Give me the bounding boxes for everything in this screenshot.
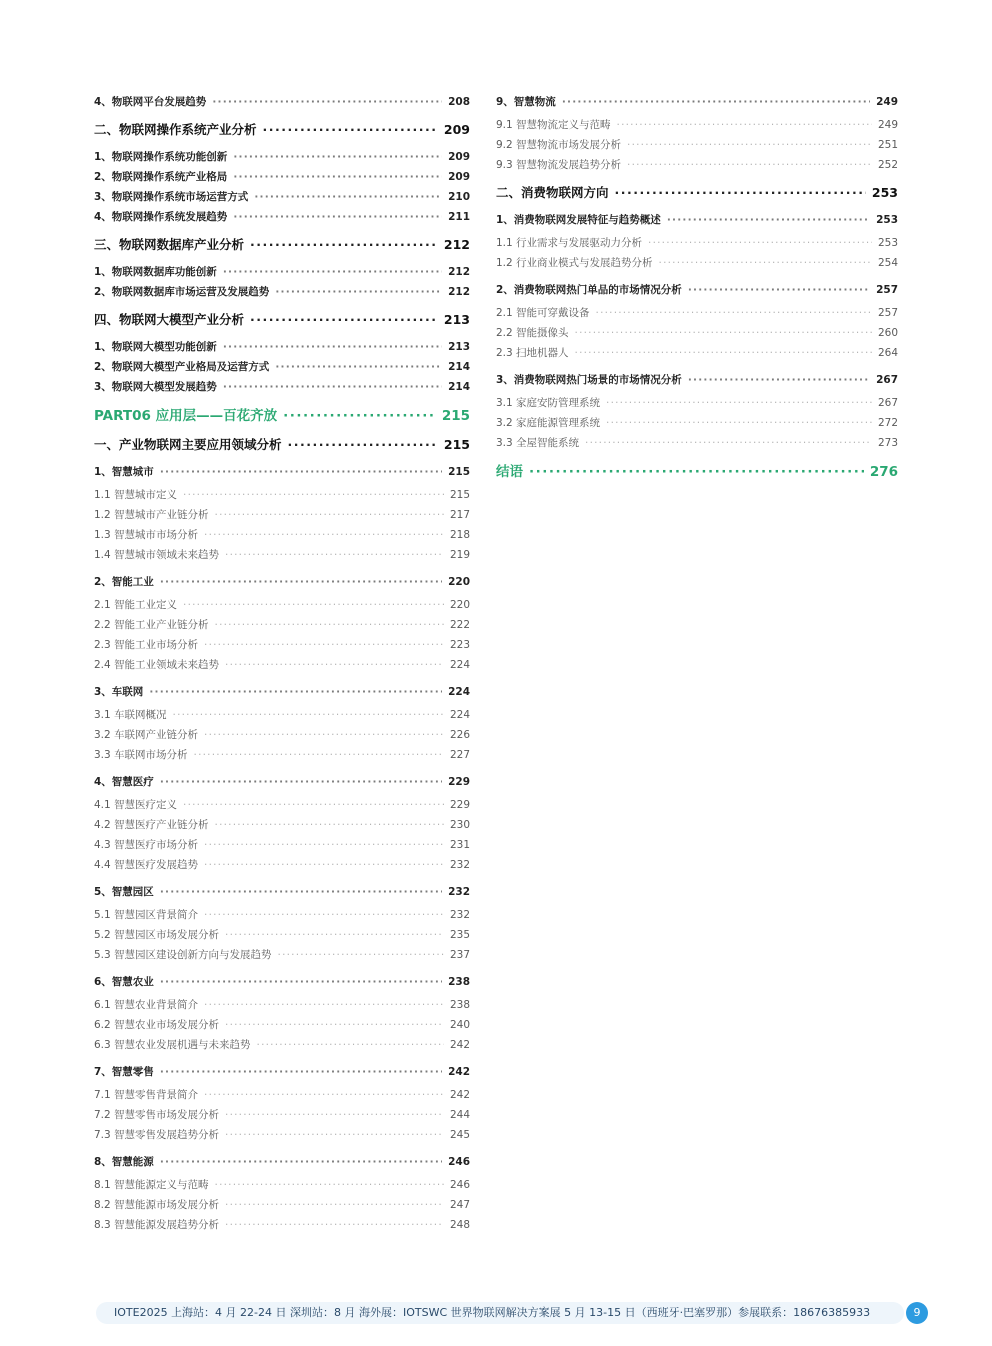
toc-page-number: 212	[448, 266, 470, 278]
toc-entry-sub[interactable]	[94, 905, 470, 925]
toc-page-number: 224	[449, 709, 470, 721]
toc-entry-sub[interactable]	[496, 343, 898, 363]
toc-entry-title: 2、物联网数据库市场运营及发展趋势	[94, 286, 270, 298]
toc-entry-title: 7.2 智慧零售市场发展分析	[94, 1109, 220, 1121]
toc-entry-sub[interactable]	[496, 253, 898, 273]
toc-entry-title: 3、消费物联网热门场景的市场情况分析	[496, 374, 682, 386]
toc-page-number: 249	[877, 119, 898, 131]
toc-page-number: 267	[876, 374, 898, 386]
toc-dot-leader	[204, 905, 444, 925]
toc-page-number: 231	[449, 839, 470, 851]
toc-entry-item[interactable]	[94, 462, 470, 482]
toc-entry-sub[interactable]	[94, 545, 470, 565]
toc-dot-leader	[204, 1085, 444, 1105]
toc-entry-sub[interactable]	[94, 1035, 470, 1055]
toc-entry-title: 1、物联网操作系统功能创新	[94, 151, 228, 163]
toc-dot-leader	[562, 92, 870, 112]
toc-entry-sub[interactable]	[496, 393, 898, 413]
toc-entry-title: 4、物联网操作系统发展趋势	[94, 211, 228, 223]
toc-entry-title: 4.1 智慧医疗定义	[94, 799, 178, 811]
toc-entry-sub[interactable]	[94, 1015, 470, 1035]
toc-entry-title: 1、消费物联网发展特征与趋势概述	[496, 214, 661, 226]
toc-dot-leader	[149, 682, 442, 702]
toc-page-number: 227	[449, 749, 470, 761]
toc-page-number: 232	[449, 859, 470, 871]
toc-dot-leader	[160, 1152, 442, 1172]
toc-page-number: 247	[449, 1199, 470, 1211]
toc-page-number: 209	[448, 151, 470, 163]
toc-entry-item[interactable]	[496, 210, 898, 230]
toc-page-number: 226	[449, 729, 470, 741]
toc-dot-leader	[575, 323, 872, 343]
toc-entry-title: 一、产业物联网主要应用领域分析	[94, 437, 282, 452]
toc-dot-leader	[617, 115, 872, 135]
toc-entry-title: 1、物联网大模型功能创新	[94, 341, 217, 353]
toc-entry-sub[interactable]	[496, 115, 898, 135]
toc-dot-leader	[250, 235, 438, 255]
toc-entry-sub[interactable]	[94, 835, 470, 855]
toc-entry-section[interactable]	[94, 435, 470, 455]
toc-dot-leader	[648, 233, 872, 253]
toc-entry-title: 5.3 智慧园区建设创新方向与发展趋势	[94, 949, 272, 961]
toc-dot-leader	[173, 705, 444, 725]
toc-entry-sub[interactable]	[496, 233, 898, 253]
toc-entry-sub[interactable]	[496, 323, 898, 343]
toc-dot-leader	[183, 795, 444, 815]
toc-page-number: 257	[877, 307, 898, 319]
toc-dot-leader	[204, 725, 444, 745]
toc-entry-sub[interactable]	[94, 615, 470, 635]
toc-page-number: 215	[449, 489, 470, 501]
toc-dot-leader	[204, 995, 444, 1015]
toc-page-number: 229	[449, 799, 470, 811]
toc-page-number: 223	[449, 639, 470, 651]
toc-entry-sub[interactable]	[94, 1215, 470, 1235]
toc-entry-title: 3.3 全屋智能系统	[496, 437, 580, 449]
toc-page-number: 208	[448, 96, 470, 108]
toc-entry-sub[interactable]	[496, 155, 898, 175]
toc-dot-leader	[288, 435, 438, 455]
toc-entry-title: 结语	[496, 464, 523, 480]
toc-dot-leader	[225, 545, 444, 565]
toc-dot-leader	[606, 393, 872, 413]
toc-entry-sub[interactable]	[94, 925, 470, 945]
toc-entry-section[interactable]	[496, 183, 898, 203]
toc-entry-section[interactable]	[94, 120, 470, 140]
toc-entry-item[interactable]	[94, 262, 470, 282]
toc-entry-part[interactable]	[94, 405, 470, 427]
toc-entry-item[interactable]	[94, 147, 470, 167]
toc-entry-item[interactable]	[94, 207, 470, 227]
toc-page-number: 209	[448, 171, 470, 183]
toc-page-number: 264	[877, 347, 898, 359]
toc-dot-leader	[160, 772, 442, 792]
toc-entry-title: 1.2 智慧城市产业链分析	[94, 509, 209, 521]
toc-entry-title: 2.2 智能工业产业链分析	[94, 619, 209, 631]
toc-dot-leader	[596, 303, 872, 323]
toc-page-number: 257	[876, 284, 898, 296]
toc-dot-leader	[225, 1015, 444, 1035]
toc-entry-sub[interactable]	[94, 505, 470, 525]
toc-entry-title: 6、智慧农业	[94, 976, 154, 988]
toc-entry-title: 3、物联网操作系统市场运营方式	[94, 191, 249, 203]
toc-page-number: 251	[877, 139, 898, 151]
toc-dot-leader	[225, 1195, 444, 1215]
toc-dot-leader	[667, 210, 870, 230]
toc-dot-leader	[223, 262, 442, 282]
toc-entry-title: 3.3 车联网市场分析	[94, 749, 188, 761]
toc-dot-leader	[204, 525, 444, 545]
toc-entry-item[interactable]	[496, 280, 898, 300]
toc-entry-title: 8、智慧能源	[94, 1156, 154, 1168]
toc-entry-sub[interactable]	[94, 945, 470, 965]
toc-entry-title: PART06 应用层——百花齐放	[94, 408, 278, 424]
toc-page-number: 276	[869, 464, 898, 480]
toc-left-column	[94, 92, 470, 1235]
toc-dot-leader	[575, 343, 872, 363]
toc-page-number: 273	[877, 437, 898, 449]
toc-entry-title: 3.1 家庭安防管理系统	[496, 397, 601, 409]
toc-entry-item[interactable]	[94, 282, 470, 302]
toc-entry-title: 6.1 智慧农业背景简介	[94, 999, 199, 1011]
toc-entry-item[interactable]	[94, 572, 470, 592]
toc-dot-leader	[183, 595, 444, 615]
toc-dot-leader	[215, 815, 444, 835]
toc-dot-leader	[215, 505, 444, 525]
toc-dot-leader	[225, 1105, 444, 1125]
toc-entry-title: 3.1 车联网概况	[94, 709, 167, 721]
toc-entry-item[interactable]	[94, 772, 470, 792]
toc-page-number: 222	[449, 619, 470, 631]
toc-dot-leader	[585, 433, 872, 453]
toc-dot-leader	[263, 120, 438, 140]
toc-dot-leader	[223, 337, 442, 357]
toc-entry-item[interactable]	[94, 1152, 470, 1172]
toc-entry-title: 三、物联网数据库产业分析	[94, 237, 245, 252]
toc-entry-item[interactable]	[496, 92, 898, 112]
toc-page-number: 246	[448, 1156, 470, 1168]
toc-entry-sub[interactable]	[94, 705, 470, 725]
toc-entry-title: 2、物联网操作系统产业格局	[94, 171, 228, 183]
toc-entry-title: 1.4 智慧城市领域未来趋势	[94, 549, 220, 561]
toc-entry-sub[interactable]	[94, 655, 470, 675]
toc-page-number: 238	[448, 976, 470, 988]
toc-entry-item[interactable]	[94, 92, 470, 112]
toc-dot-leader	[160, 1062, 442, 1082]
toc-page-number: 240	[449, 1019, 470, 1031]
toc-dot-leader	[529, 461, 864, 483]
toc-entry-sub[interactable]	[94, 1175, 470, 1195]
toc-entry-title: 2、智能工业	[94, 576, 154, 588]
toc-page-number: 246	[449, 1179, 470, 1191]
toc-entry-title: 7.3 智慧零售发展趋势分析	[94, 1129, 220, 1141]
toc-entry-title: 4.2 智慧医疗产业链分析	[94, 819, 209, 831]
toc-entry-title: 6.2 智慧农业市场发展分析	[94, 1019, 220, 1031]
toc-dot-leader	[283, 405, 436, 427]
toc-entry-title: 2.2 智能摄像头	[496, 327, 569, 339]
toc-entry-title: 1.1 行业需求与发展驱动力分析	[496, 237, 643, 249]
toc-entry-title: 6.3 智慧农业发展机遇与未来趋势	[94, 1039, 251, 1051]
toc-entry-item[interactable]	[94, 357, 470, 377]
page-number-badge: 9	[906, 1302, 928, 1324]
toc-entry-section[interactable]	[94, 310, 470, 330]
toc-dot-leader	[659, 253, 872, 273]
toc-entry-title: 9.1 智慧物流定义与范畴	[496, 119, 611, 131]
toc-entry-title: 4.4 智慧医疗发展趋势	[94, 859, 199, 871]
toc-page-number: 267	[877, 397, 898, 409]
toc-entry-title: 8.2 智慧能源市场发展分析	[94, 1199, 220, 1211]
toc-page-number: 214	[448, 361, 470, 373]
toc-page-number: 215	[443, 437, 470, 452]
toc-page-number: 232	[448, 886, 470, 898]
toc-dot-leader	[183, 485, 444, 505]
toc-dot-leader	[688, 370, 870, 390]
toc-entry-sub[interactable]	[496, 303, 898, 323]
toc-dot-leader	[233, 207, 442, 227]
toc-page-number: 272	[877, 417, 898, 429]
toc-entry-title: 7、智慧零售	[94, 1066, 154, 1078]
toc-dot-leader	[627, 155, 872, 175]
toc-entry-title: 2.1 智能工业定义	[94, 599, 178, 611]
toc-entry-title: 5、智慧园区	[94, 886, 154, 898]
toc-page-number: 224	[449, 659, 470, 671]
toc-page-number: 215	[448, 466, 470, 478]
toc-entry-title: 3.2 车联网产业链分析	[94, 729, 199, 741]
toc-entry-title: 9.2 智慧物流市场发展分析	[496, 139, 622, 151]
toc-entry-sub[interactable]	[94, 795, 470, 815]
toc-entry-title: 8.3 智慧能源发展趋势分析	[94, 1219, 220, 1231]
toc-entry-title: 7.1 智慧零售背景简介	[94, 1089, 199, 1101]
toc-entry-title: 3、车联网	[94, 686, 144, 698]
toc-entry-sub[interactable]	[94, 525, 470, 545]
toc-page-number: 248	[449, 1219, 470, 1231]
toc-entry-sub[interactable]	[94, 1105, 470, 1125]
toc-dot-leader	[615, 183, 866, 203]
toc-entry-sub[interactable]	[94, 1125, 470, 1145]
toc-page-number: 224	[448, 686, 470, 698]
toc-entry-title: 四、物联网大模型产业分析	[94, 312, 245, 327]
toc-entry-sub[interactable]	[94, 635, 470, 655]
toc-dot-leader	[160, 462, 442, 482]
toc-page-number: 214	[448, 381, 470, 393]
toc-page-number: 252	[877, 159, 898, 171]
toc-dot-leader	[204, 835, 444, 855]
toc-dot-leader	[215, 1175, 444, 1195]
toc-page-number: 229	[448, 776, 470, 788]
toc-entry-title: 1、物联网数据库功能创新	[94, 266, 217, 278]
toc-dot-leader	[233, 147, 442, 167]
toc-dot-leader	[225, 925, 444, 945]
toc-page-number: 253	[876, 214, 898, 226]
toc-entry-sub[interactable]	[496, 413, 898, 433]
toc-entry-title: 8.1 智慧能源定义与范畴	[94, 1179, 209, 1191]
toc-page-number: 212	[448, 286, 470, 298]
toc-dot-leader	[225, 1215, 444, 1235]
toc-entry-title: 二、消费物联网方向	[496, 185, 609, 200]
toc-dot-leader	[215, 615, 444, 635]
toc-entry-title: 4.3 智慧医疗市场分析	[94, 839, 199, 851]
toc-page-number: 238	[449, 999, 470, 1011]
toc-page-number: 249	[876, 96, 898, 108]
toc-entry-title: 1.2 行业商业模式与发展趋势分析	[496, 257, 653, 269]
toc-entry-title: 5.2 智慧园区市场发展分析	[94, 929, 220, 941]
toc-page-number: 230	[449, 819, 470, 831]
toc-entry-title: 2、物联网大模型产业格局及运营方式	[94, 361, 270, 373]
toc-dot-leader	[688, 280, 870, 300]
toc-entry-item[interactable]	[94, 337, 470, 357]
toc-entry-title: 二、物联网操作系统产业分析	[94, 122, 257, 137]
toc-entry-item[interactable]	[94, 187, 470, 207]
toc-entry-sub[interactable]	[496, 433, 898, 453]
toc-page-number: 232	[449, 909, 470, 921]
toc-dot-leader	[225, 655, 444, 675]
toc-entry-title: 9、智慧物流	[496, 96, 556, 108]
toc-page-number: 215	[441, 408, 470, 424]
toc-page-number: 220	[448, 576, 470, 588]
footer-text: IOTE2025 上海站：4 月 22-24 日 深圳站：8 月 海外展：IOTSWC 世界物联网解决方案展 5 月 13-15 日（西班牙·巴塞罗那）参展联系：18676385933	[114, 1306, 871, 1319]
toc-page-number: 242	[449, 1089, 470, 1101]
toc-entry-sub[interactable]	[94, 1085, 470, 1105]
toc-entry-sub[interactable]	[94, 595, 470, 615]
toc-page-number: 217	[449, 509, 470, 521]
toc-entry-item[interactable]	[94, 972, 470, 992]
toc-dot-leader	[254, 187, 442, 207]
toc-dot-leader	[223, 377, 442, 397]
toc-page-number: 210	[448, 191, 470, 203]
toc-dot-leader	[160, 572, 442, 592]
toc-dot-leader	[194, 745, 444, 765]
toc-entry-section[interactable]	[94, 235, 470, 255]
toc-page-number: 260	[877, 327, 898, 339]
toc-entry-title: 2、消费物联网热门单品的市场情况分析	[496, 284, 682, 296]
toc-entry-sub[interactable]	[94, 725, 470, 745]
toc-entry-item[interactable]	[496, 370, 898, 390]
toc-page-number: 220	[449, 599, 470, 611]
toc-entry-title: 1.3 智慧城市市场分析	[94, 529, 199, 541]
toc-entry-sub[interactable]	[94, 995, 470, 1015]
toc-entry-title: 4、智慧医疗	[94, 776, 154, 788]
toc-entry-title: 1、智慧城市	[94, 466, 154, 478]
toc-entry-item[interactable]	[94, 167, 470, 187]
toc-entry-part[interactable]	[496, 461, 898, 483]
toc-entry-sub[interactable]	[94, 855, 470, 875]
toc-dot-leader	[233, 167, 442, 187]
toc-page-number: 218	[449, 529, 470, 541]
toc-page-number: 242	[448, 1066, 470, 1078]
toc-entry-title: 2.3 扫地机器人	[496, 347, 569, 359]
toc-entry-sub[interactable]	[94, 485, 470, 505]
toc-dot-leader	[160, 972, 442, 992]
toc-entry-title: 4、物联网平台发展趋势	[94, 96, 207, 108]
toc-entry-sub[interactable]	[496, 135, 898, 155]
toc-entry-title: 3.2 家庭能源管理系统	[496, 417, 601, 429]
toc-entry-sub[interactable]	[94, 815, 470, 835]
toc-entry-title: 9.3 智慧物流发展趋势分析	[496, 159, 622, 171]
toc-page-number: 253	[871, 185, 898, 200]
toc-page-number: 244	[449, 1109, 470, 1121]
toc-dot-leader	[204, 635, 444, 655]
toc-entry-title: 2.3 智能工业市场分析	[94, 639, 199, 651]
toc-page-number: 245	[449, 1129, 470, 1141]
toc-entry-title: 1.1 智慧城市定义	[94, 489, 178, 501]
toc-entry-item[interactable]	[94, 1062, 470, 1082]
toc-entry-item[interactable]	[94, 882, 470, 902]
toc-dot-leader	[204, 855, 444, 875]
toc-entry-sub[interactable]	[94, 745, 470, 765]
toc-dot-leader	[278, 945, 444, 965]
toc-entry-title: 2.1 智能可穿戴设备	[496, 307, 590, 319]
toc-dot-leader	[257, 1035, 444, 1055]
toc-page-number: 209	[443, 122, 470, 137]
toc-right-column	[496, 92, 898, 483]
toc-dot-leader	[160, 882, 442, 902]
toc-dot-leader	[627, 135, 872, 155]
toc-page-number: 211	[448, 211, 470, 223]
toc-dot-leader	[275, 357, 442, 377]
toc-page-number: 254	[877, 257, 898, 269]
toc-page-number: 242	[449, 1039, 470, 1051]
toc-page-number: 213	[443, 312, 470, 327]
toc-dot-leader	[606, 413, 872, 433]
toc-page-number: 235	[449, 929, 470, 941]
toc-entry-item[interactable]	[94, 682, 470, 702]
toc-page-number: 219	[449, 549, 470, 561]
toc-page-number: 253	[877, 237, 898, 249]
toc-entry-item[interactable]	[94, 377, 470, 397]
toc-page-number: 237	[449, 949, 470, 961]
toc-page-number: 212	[443, 237, 470, 252]
toc-dot-leader	[225, 1125, 444, 1145]
toc-dot-leader	[212, 92, 442, 112]
toc-dot-leader	[250, 310, 438, 330]
toc-entry-title: 2.4 智能工业领域未来趋势	[94, 659, 220, 671]
toc-entry-sub[interactable]	[94, 1195, 470, 1215]
toc-page-number: 213	[448, 341, 470, 353]
toc-entry-title: 5.1 智慧园区背景简介	[94, 909, 199, 921]
toc-entry-title: 3、物联网大模型发展趋势	[94, 381, 217, 393]
toc-dot-leader	[275, 282, 442, 302]
